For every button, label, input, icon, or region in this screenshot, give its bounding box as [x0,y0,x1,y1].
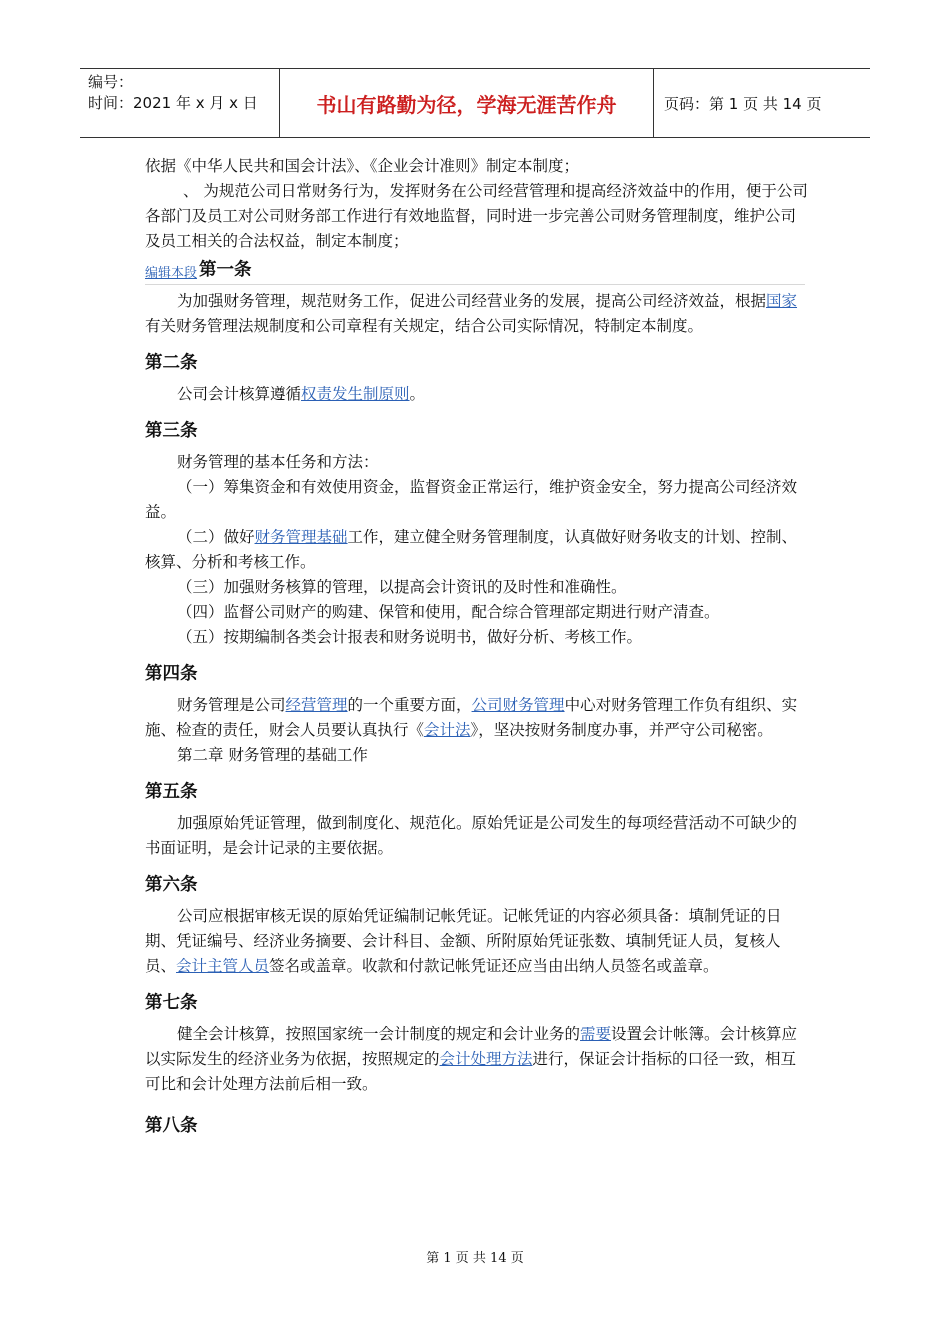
article-7-text-c: 进行，保证会计指标的口径一致，相互可比和会计处理方法前后相一致。 [145,1050,797,1093]
link-accounting-supervisor[interactable]: 会计主管人员 [176,957,270,975]
article-4-text-a: 财务管理是公司 [177,696,286,714]
article-2-body [145,382,810,407]
article-3-item-2-text-b: 工作，建立健全财务管理制度，认真做好财务收支的计划、控制、核算、分析和考核工作。 [145,528,798,571]
link-business-management[interactable]: 经营管理 [285,696,348,714]
article-2-text-b: 。 [409,385,426,403]
article-3-item-4: （四）监督公司财产的购建、保管和使用，配合综合管理部定期进行财产清查。 [177,603,720,621]
article-4-text-b: 的一个重要方面， [347,696,472,714]
article-7-text-b: 设置会计帐簿。会计核算应以实际发生的经济业务为依据，按照规定的 [145,1025,798,1068]
page-footer: 第 1 页 共 14 页 [426,1251,524,1266]
article-1-body [145,289,810,339]
document-body [145,154,810,1145]
article-4-title: 第四条 [145,664,198,684]
article-6-body [145,904,810,979]
intro-paragraph-2: 、 为规范公司日常财务行为，发挥财务在公司经营管理和提高经济效益中的作用，便于公司各部门及员工对公司财务部工作进行有效地监督，同时进一步完善公司财务管理制度，维护公司及员工相关的合法权益，制定本制度； [145,182,808,250]
header-motto: 书山有路勤为径，学海无涯苦作舟 [280,69,654,137]
header-page-info: 页码：第 1 页 共 14 页 [664,94,822,113]
article-3-item-1: （一）筹集资金和有效使用资金，监督资金正常运行，维护资金安全，努力提高公司经济效益。 [145,478,798,521]
header-date: 时间：2021 年 x 月 x 日 [88,94,258,112]
article-3-title: 第三条 [145,421,198,441]
article-7-title: 第七条 [145,993,198,1013]
article-3-item-2-text-a: （二）做好 [177,528,255,546]
edit-section-link[interactable]: 编辑本段 [145,266,198,281]
link-accounting-law[interactable]: 会计法 [424,721,471,739]
article-4-body [145,693,810,743]
article-3-item-3: （三）加强财务核算的管理，以提高会计资讯的及时性和准确性。 [177,578,627,596]
article-3-item-2 [145,525,810,575]
intro-paragraph-1: 依据《中华人民共和国会计法》、《企业会计准则》制定本制度； [145,157,580,175]
article-6-text-b: 签名或盖章。收款和付款记帐凭证还应当由出纳人员签名或盖章。 [269,957,719,975]
article-6-title: 第六条 [145,875,198,895]
article-7-text-a: 健全会计核算，按照国家统一会计制度的规定和会计业务的 [177,1025,581,1043]
page-header [80,68,870,138]
link-need[interactable]: 需要 [580,1025,612,1043]
article-3-lead: 财务管理的基本任务和方法： [177,453,379,471]
article-5-title: 第五条 [145,782,198,802]
section-edit-row [145,256,805,285]
article-6-text-a: 公司应根据审核无误的原始凭证编制记帐凭证。记帐凭证的内容必须具备：填制凭证的日期、凭证编号、经济业务摘要、会计科目、金额、所附原始凭证张数、填制凭证人员，复核人员、 [145,907,782,975]
link-accrual-principle[interactable]: 权责发生制原则 [301,385,410,403]
header-info-cell [80,69,280,137]
article-3-item-5: （五）按期编制各类会计报表和财务说明书，做好分析、考核工作。 [177,628,643,646]
link-accounting-method[interactable]: 会计处理方法 [439,1050,533,1068]
header-number: 编号： [88,73,134,91]
article-7-body [145,1022,810,1097]
article-2-text-a: 公司会计核算遵循 [177,385,302,403]
article-4-text-d: 》，坚决按财务制度办事，并严守公司秘密。 [470,721,773,739]
article-5-body: 加强原始凭证管理，做到制度化、规范化。原始凭证是公司发生的每项经营活动不可缺少的书面证明，是会计记录的主要依据。 [145,814,798,857]
link-company-financial-management[interactable]: 公司财务管理 [471,696,565,714]
article-8-title: 第八条 [145,1116,198,1136]
link-guojia[interactable]: 国家 [766,292,798,310]
link-financial-management-basics[interactable]: 财务管理基础 [254,528,348,546]
article-1-text-b: 有关财务管理法规制度和公司章程有关规定，结合公司实际情况，特制定本制度。 [145,317,704,335]
article-4-text-c: 中心对财务管理工作负有组织、实施、检查的责任，财会人员要认真执行《 [145,696,798,739]
chapter-2-heading: 第二章 财务管理的基础工作 [177,746,368,764]
article-1-title: 第一条 [199,260,252,280]
article-2-title: 第二条 [145,353,198,373]
article-1-text-a: 为加强财务管理，规范财务工作，促进公司经营业务的发展，提高公司经济效益，根据 [177,292,767,310]
